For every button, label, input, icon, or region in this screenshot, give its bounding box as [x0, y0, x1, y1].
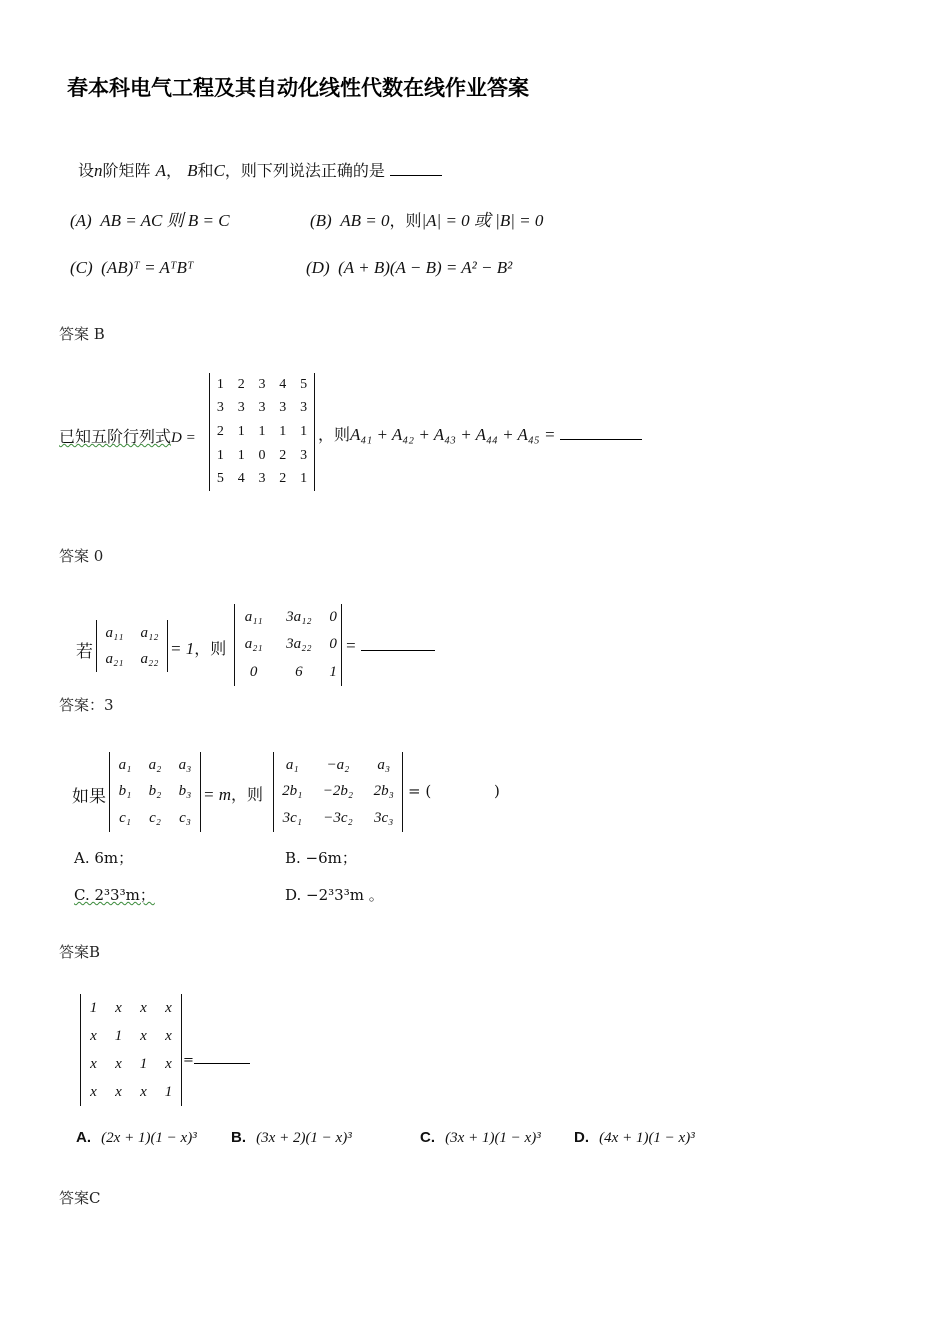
q1-stem: [78, 158, 442, 181]
q2-tail: [318, 422, 642, 445]
q4-option-d: D. −2³3³m 。: [285, 886, 384, 904]
q1-option-d-label: (D): [306, 258, 330, 277]
determinant-cell: a₃: [178, 756, 192, 773]
q1-option-c-text: (AB)ᵀ = AᵀBᵀ: [101, 258, 194, 277]
q5-eq-wrap: [183, 1053, 250, 1068]
determinant-cell: 3a₁₂: [286, 609, 312, 626]
q1-option-d-text: (A + B)(A − B) = A² − B²: [338, 258, 513, 277]
determinant-cell: −3c₂: [323, 810, 353, 827]
determinant-cell: x: [165, 1055, 172, 1072]
determinant-cell: a₃: [377, 756, 391, 773]
q1-option-c: [70, 258, 193, 278]
determinant-cell: 1: [139, 1055, 148, 1072]
q5-answer-blank: [194, 1063, 250, 1064]
q2-stem-wrap: [59, 424, 196, 447]
determinant-cell: 0: [249, 663, 258, 680]
q4-det1: [109, 752, 201, 832]
determinant-row: [81, 1050, 181, 1078]
determinant-cell: x: [90, 1055, 97, 1072]
q5-option-c-label: C.: [420, 1129, 435, 1146]
determinant-cell: c₃: [179, 810, 191, 827]
q5-option-a-text: (2x + 1)(1 − x)³: [101, 1130, 197, 1146]
determinant-cell: x: [90, 1083, 97, 1100]
q5-option-d: [574, 1127, 695, 1147]
q3-eq2-wrap: [345, 636, 435, 656]
q2-answer-blank: [560, 439, 642, 440]
determinant-row: [210, 420, 314, 444]
determinant-cell: c₁: [119, 810, 131, 827]
q3-answer: 答案：3: [59, 696, 114, 714]
q5-option-b-label: B.: [231, 1129, 246, 1146]
q1-option-b-cn: ，则: [389, 211, 422, 230]
determinant-cell: 3: [258, 376, 266, 392]
determinant-row: [97, 620, 167, 646]
determinant-cell: a₁: [118, 756, 132, 773]
determinant-cell: x: [115, 999, 122, 1016]
q4-option-a: A. 6m；: [74, 849, 134, 867]
q1-answer: 答案 B: [59, 325, 105, 343]
determinant-row: [110, 752, 200, 779]
q1-stem-post: ，则下列说法正确的是: [224, 161, 385, 180]
determinant-cell: x: [165, 999, 172, 1016]
q1-option-b-pre: AB = 0: [340, 211, 390, 230]
determinant-row: [81, 994, 181, 1022]
q1-option-b-label: (B): [310, 211, 332, 230]
determinant-cell: x: [140, 999, 147, 1016]
determinant-cell: 3: [237, 400, 245, 416]
q4-option-b: B. −6m；: [285, 849, 357, 867]
determinant-cell: 1: [237, 447, 245, 463]
q1-comma: ，: [166, 161, 183, 180]
determinant-cell: x: [140, 1083, 147, 1100]
q5-option-c-text: (3x + 1)(1 − x)³: [445, 1130, 541, 1146]
q4-stem: 如果: [72, 787, 106, 807]
determinant-row: [235, 631, 341, 658]
determinant-cell: 5: [300, 376, 308, 392]
determinant-row: [274, 779, 402, 806]
determinant-cell: 1: [300, 423, 308, 439]
determinant-cell: 4: [237, 471, 245, 487]
determinant-cell: a₂: [148, 756, 162, 773]
q4-option-c: C. 2³3³m；: [74, 886, 155, 904]
determinant-cell: 3: [258, 471, 266, 487]
q3-stem: 若: [76, 642, 93, 662]
q1-stem-mid: 阶矩阵: [102, 161, 151, 180]
q3-eq1: = 1: [170, 639, 195, 658]
q5-option-b: [231, 1127, 352, 1147]
q2-answer: 答案 0: [59, 547, 104, 565]
q3-answer-blank: [361, 650, 435, 651]
determinant-cell: 3: [258, 400, 266, 416]
determinant-cell: x: [90, 1027, 97, 1044]
determinant-cell: 1: [216, 376, 224, 392]
q1-n: n: [94, 161, 103, 180]
determinant-cell: x: [165, 1027, 172, 1044]
q2-tail-cn: ，则: [318, 425, 351, 444]
q1-option-b-post: |A| = 0 或 |B| = 0: [421, 211, 544, 230]
determinant-cell: a₁₁: [105, 624, 124, 641]
q5-option-a: [76, 1127, 197, 1147]
determinant-cell: 3: [300, 400, 308, 416]
q1-option-c-label: (C): [70, 258, 93, 277]
q2-stem: 已知五阶行列式: [59, 427, 172, 446]
determinant-row: [235, 659, 341, 686]
determinant-cell: 6: [295, 663, 303, 680]
q1-option-b: [310, 206, 543, 231]
determinant-cell: 5: [216, 471, 224, 487]
determinant-cell: a₂₂: [140, 650, 159, 667]
determinant-cell: 3a₂₂: [286, 636, 312, 653]
q5-determinant: [80, 994, 182, 1106]
determinant-row: [235, 604, 341, 631]
q1-B: B: [187, 161, 198, 180]
q3-then: ，则: [194, 639, 227, 658]
q1-stem-pre: 设: [78, 161, 95, 180]
q1-option-a: [70, 206, 230, 231]
determinant-cell: x: [115, 1055, 122, 1072]
determinant-row: [210, 373, 314, 397]
determinant-cell: a₂₁: [105, 650, 124, 667]
determinant-cell: 1: [164, 1083, 173, 1100]
determinant-cell: 1: [114, 1027, 123, 1044]
q4-eq2: = (: [408, 782, 432, 800]
q4-then: ，则: [231, 785, 264, 804]
determinant-cell: −a₂: [326, 756, 350, 773]
determinant-cell: 3c₃: [374, 810, 394, 827]
determinant-row: [274, 805, 402, 832]
determinant-cell: 1: [89, 999, 98, 1016]
q4-det2: [273, 752, 403, 832]
determinant-cell: 1: [258, 423, 266, 439]
q1-option-d: [306, 258, 512, 278]
q1-and: 和: [197, 161, 214, 180]
q4-close-paren: ): [494, 782, 500, 800]
determinant-cell: 1: [279, 423, 287, 439]
determinant-cell: 0: [329, 636, 337, 653]
determinant-cell: 1: [300, 471, 308, 487]
determinant-cell: 2: [279, 447, 287, 463]
q1-option-a-label: (A): [70, 211, 92, 230]
determinant-row: [210, 397, 314, 421]
determinant-cell: 1: [329, 663, 337, 680]
q5-answer: 答案C: [59, 1189, 101, 1207]
determinant-cell: −2b₂: [322, 783, 354, 800]
determinant-cell: 1: [216, 447, 224, 463]
determinant-cell: 4: [279, 376, 287, 392]
q1-A: A: [155, 161, 167, 180]
determinant-row: [210, 467, 314, 491]
determinant-row: [97, 646, 167, 672]
determinant-cell: b₂: [148, 783, 162, 800]
q2-D-label: D =: [171, 430, 196, 446]
q5-eq: =: [183, 1053, 194, 1068]
determinant-row: [81, 1022, 181, 1050]
determinant-cell: a₂₁: [244, 636, 263, 653]
determinant-cell: 2: [279, 471, 287, 487]
determinant-cell: a₁: [285, 756, 299, 773]
q2-tail-expr: A₄₁ + A₄₂ + A₄₃ + A₄₄ + A₄₅ =: [350, 425, 556, 444]
q3-eq1-wrap: [170, 636, 226, 659]
q3-det2: [234, 604, 342, 686]
determinant-cell: b₁: [118, 783, 132, 800]
determinant-cell: 2: [237, 376, 245, 392]
determinant-cell: a₁₁: [244, 609, 263, 626]
q3-eq2: =: [345, 636, 357, 655]
q2-determinant: [209, 373, 315, 491]
determinant-cell: x: [115, 1083, 122, 1100]
determinant-cell: 1: [237, 423, 245, 439]
determinant-cell: 3: [216, 400, 224, 416]
q5-option-a-label: A.: [76, 1129, 91, 1146]
determinant-cell: c₂: [149, 810, 161, 827]
determinant-cell: x: [140, 1027, 147, 1044]
q5-option-b-text: (3x + 2)(1 − x)³: [256, 1130, 352, 1146]
q4-answer: 答案B: [59, 943, 101, 961]
q5-option-c: [420, 1127, 541, 1147]
determinant-cell: 2b₃: [373, 783, 394, 800]
determinant-cell: 3c₁: [282, 810, 302, 827]
q1-C: C: [213, 161, 225, 180]
document-title: 春本科电气工程及其自动化线性代数在线作业答案: [67, 76, 529, 100]
determinant-cell: b₃: [178, 783, 192, 800]
determinant-cell: 0: [258, 447, 266, 463]
determinant-row: [110, 779, 200, 806]
q5-option-d-label: D.: [574, 1129, 589, 1146]
q3-det1: [96, 620, 168, 672]
q1-option-a-text: AB = AC 则 B = C: [100, 211, 230, 230]
q4-eq1-wrap: [203, 782, 263, 805]
q4-eq1: = m: [203, 785, 231, 804]
determinant-cell: 2: [216, 423, 224, 439]
determinant-cell: 0: [329, 609, 337, 626]
q5-option-d-text: (4x + 1)(1 − x)³: [599, 1130, 695, 1146]
determinant-cell: 2b₁: [282, 783, 303, 800]
determinant-row: [81, 1078, 181, 1106]
determinant-row: [274, 752, 402, 779]
determinant-row: [110, 805, 200, 832]
q1-answer-blank: [390, 175, 442, 176]
determinant-cell: 3: [300, 447, 308, 463]
determinant-cell: a₁₂: [140, 624, 159, 641]
determinant-cell: 3: [279, 400, 287, 416]
determinant-row: [210, 444, 314, 468]
